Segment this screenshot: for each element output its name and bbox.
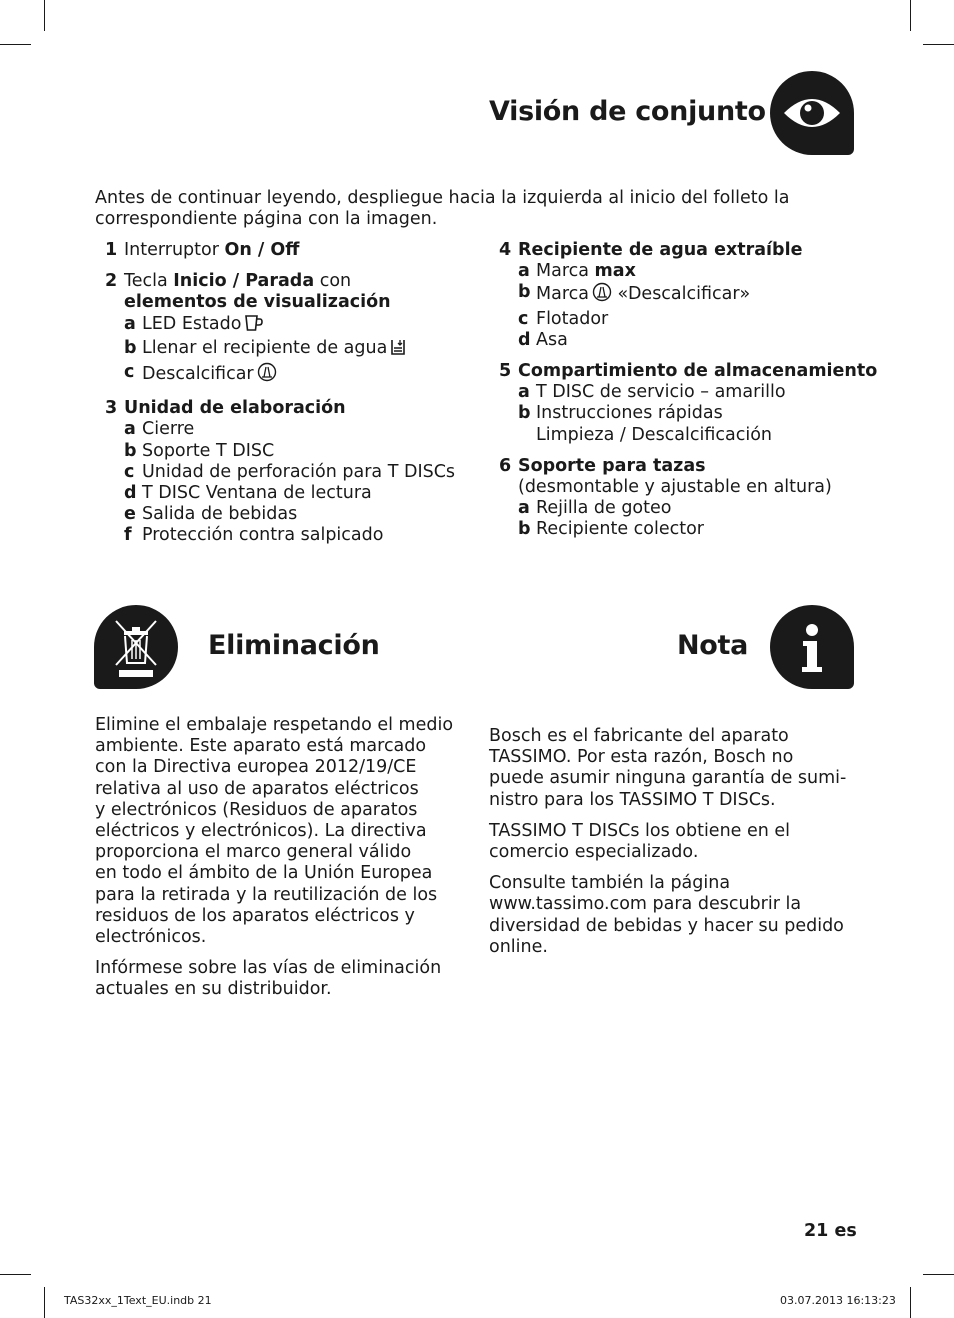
crop-mark [0,1274,31,1275]
footer-date: 03.07.2013 16:13:23 [780,1294,896,1307]
crop-mark [923,1274,954,1275]
list-item: 1 Interruptor On / Off [105,240,300,260]
disposal-text: Elimine el embalaje respetando el medio ambiente. Este aparato está marcado con la Directiva europea 2012/19/CE relativa al uso de aparatos eléctricos y electrónicos (Residuos de aparatos eléctricos y electrónicos). La directiva proporciona el marco general válido en todo el ámbito de la Unión Europea para la retirada y la reutilización de los residuos de los aparatos eléctricos y electrónicos. Infórmese sobre las vías de eliminación actuales en su distribuidor. [95,715,454,1000]
list-item: 5 Compartimiento de almacenamiento a T DISC de servicio – amarillo b Instrucciones rápidas Limpieza / Descalcificación [499,361,878,445]
crop-mark [923,44,954,45]
cup-icon [244,314,264,338]
crop-mark [910,0,911,31]
crop-mark [44,1287,45,1318]
crop-mark [44,0,45,31]
note-text: Bosch es el fabricante del aparato TASSIMO. Por esta razón, Bosch no puede asumir ninguna garantía de sumi- nistro para los TASSIMO T DISCs. TASSIMO T DISCs los obtiene en el comercio especializado. Consulte también la página www.tassimo.com para descubrir la diversidad de bebidas y hacer su pedido online. [489,726,847,957]
page-number: 21 es [804,1221,857,1241]
crop-mark [910,1287,911,1318]
list-item: 2 Tecla Inicio / Parada con elementos de visualización a LED Estado b Llenar el recipiente de agua c Descalcificar [95,271,455,388]
footer-file: TAS32xx_1Text_EU.indb 21 [64,1294,212,1307]
list-item: 4 Recipiente de agua extraíble a Marca max b Marca «Descalcificar» c Flotador d Asa [499,240,803,350]
eye-icon [770,71,854,155]
disposal-title: Eliminación [208,630,380,661]
overview-title: Visión de conjunto [489,96,766,127]
list-item: 6 Soporte para tazas (desmontable y ajustable en altura) a Rejilla de goteo b Recipiente colector [499,455,832,540]
descale-icon [592,282,612,308]
overview-intro: Antes de continuar leyendo, despliegue hacia la izquierda al inicio del folleto la correspondiente página con la imagen. [95,188,790,230]
info-icon [770,605,854,689]
overview-list-right [495,240,877,551]
water-tank-icon [390,338,406,362]
descale-icon [257,362,277,388]
list-item: 3 Unidad de elaboración a Cierre b Soporte T DISC c Unidad de perforación para T DISCs d T DISC Ventana de lectura e Salida de bebidas f Protección contra salpicado [105,398,456,546]
crop-mark [0,44,31,45]
overview-list-left [95,240,455,557]
note-title: Nota [677,630,749,661]
crossed-bin-icon [94,605,178,689]
